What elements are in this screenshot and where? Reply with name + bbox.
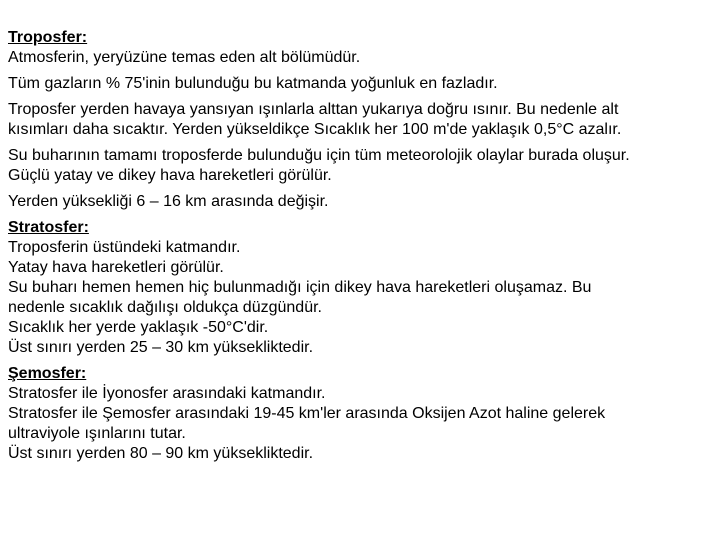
stratosfer-line-1: Troposferin üstündeki katmandır. — [8, 239, 241, 256]
troposfer-height-text: Yerden yüksekliği 6 – 16 km arasında değişir. — [8, 193, 329, 210]
semosfer-line-2: Stratosfer ile Şemosfer arasındaki 19-45 km'ler arasında Oksijen Azot haline gelerek — [8, 405, 606, 422]
troposfer-section — [8, 28, 714, 68]
troposfer-weather-paragraph — [8, 146, 714, 186]
stratosfer-line-4: nedenle sıcaklık dağılışı oldukça düzgündür. — [8, 299, 322, 316]
troposfer-heading: Troposfer: — [8, 29, 88, 46]
troposfer-weather-line-2: Güçlü yatay ve dikey hava hareketleri görülür. — [8, 167, 332, 184]
semosfer-line-4: Üst sınırı yerden 80 – 90 km yüksekliktedir. — [8, 445, 314, 462]
troposfer-gas-paragraph — [8, 74, 714, 94]
troposfer-height-paragraph — [8, 192, 714, 212]
troposfer-weather-line-1: Su buharının tamamı troposferde bulunduğu için tüm meteorolojik olaylar burada oluşur. — [8, 147, 630, 164]
semosfer-line-1: Stratosfer ile İyonosfer arasındaki katmandır. — [8, 385, 326, 402]
semosfer-heading: Şemosfer: — [8, 365, 87, 382]
troposfer-gas-text: Tüm gazların % 75'inin bulunduğu bu katmanda yoğunluk en fazladır. — [8, 75, 498, 92]
stratosfer-line-6: Üst sınırı yerden 25 – 30 km yüksekliktedir. — [8, 339, 314, 356]
stratosfer-line-5: Sıcaklık her yerde yaklaşık -50°C'dir. — [8, 319, 269, 336]
stratosfer-line-3: Su buharı hemen hemen hiç bulunmadığı için dikey hava hareketleri oluşamaz. Bu — [8, 279, 592, 296]
troposfer-heating-paragraph — [8, 100, 714, 140]
troposfer-heating-line-1: Troposfer yerden havaya yansıyan ışınlarla alttan yukarıya doğru ısınır. Bu nedenle alt — [8, 101, 619, 118]
semosfer-line-3: ultraviyole ışınlarını tutar. — [8, 425, 186, 442]
troposfer-definition: Atmosferin, yeryüzüne temas eden alt bölümüdür. — [8, 49, 361, 66]
troposfer-heating-line-2: kısımları daha sıcaktır. Yerden yükseldikçe Sıcaklık her 100 m'de yaklaşık 0,5°C azalır. — [8, 121, 622, 138]
stratosfer-heading: Stratosfer: — [8, 219, 89, 236]
semosfer-section — [8, 364, 714, 464]
document-body — [8, 28, 714, 464]
stratosfer-line-2: Yatay hava hareketleri görülür. — [8, 259, 224, 276]
stratosfer-section — [8, 218, 714, 358]
